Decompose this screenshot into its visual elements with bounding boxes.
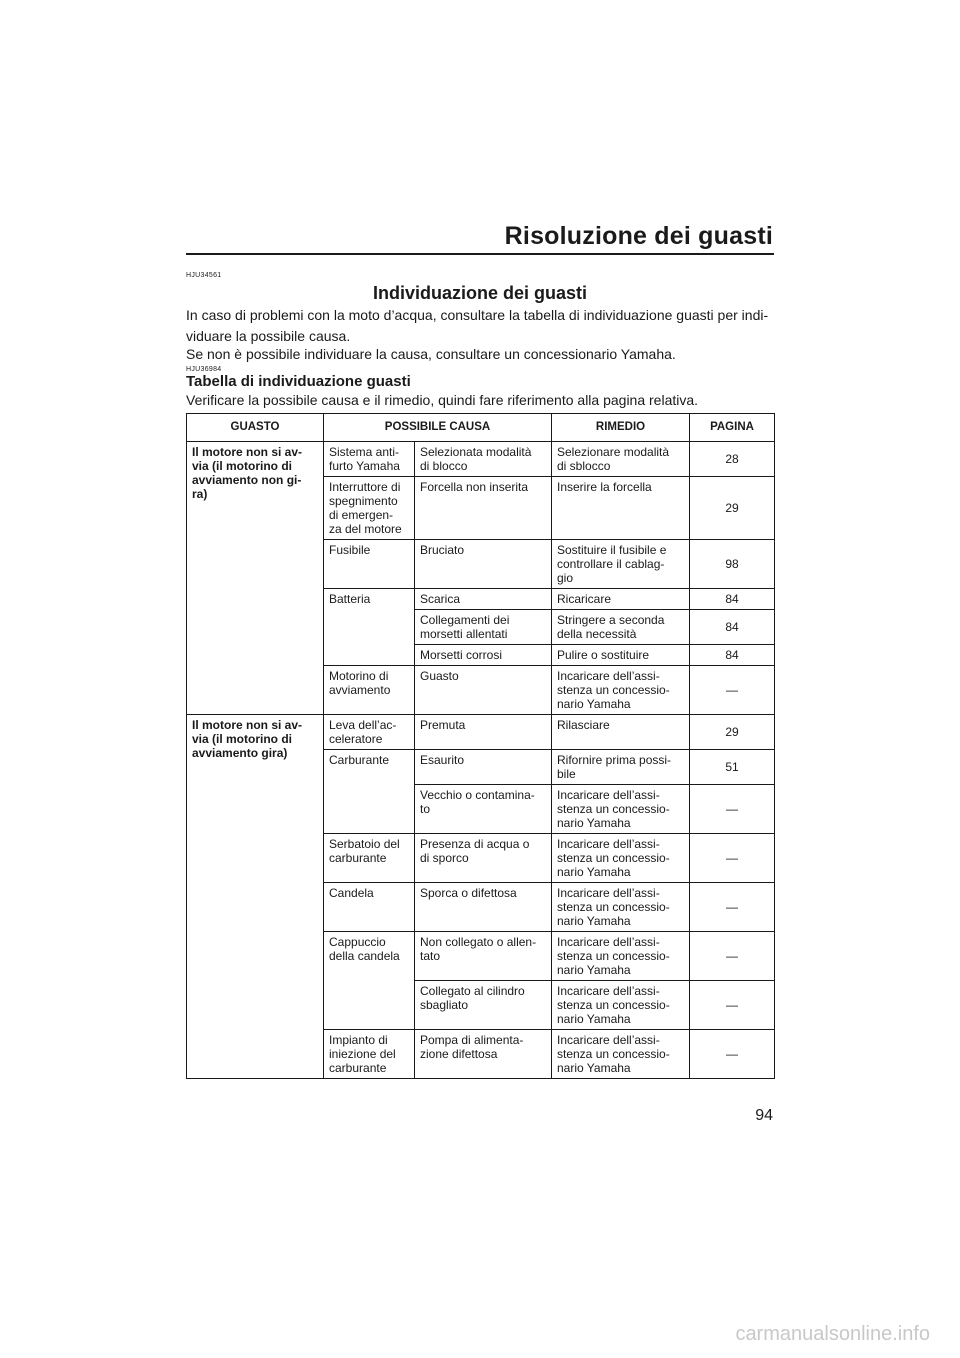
cause-cell [415,540,552,589]
page-cell [690,610,775,645]
remedy-text: Inserire la forcella [557,480,652,494]
component-cell [324,715,415,750]
cause-text: Pompa di alimenta- zione difettosa [420,1033,524,1061]
header-fault: GUASTO [187,414,324,442]
page-text: 98 [725,557,739,571]
remedy-cell [552,442,690,477]
cause-cell [415,477,552,540]
header-remedy: RIMEDIO [552,414,690,442]
page-text: — [726,851,738,865]
component-cell [324,883,415,932]
remedy-text: Incaricare dell’assi- stenza un concessio- nario Yamaha [557,837,670,879]
table-row [187,715,775,750]
component-cell [324,834,415,883]
remedy-cell [552,834,690,883]
section-paragraph-1: In caso di problemi con la moto d’acqua, consultare la tabella di individuazione guasti per indi-viduare la possibile causa. [186,307,769,344]
cause-text: Morsetti corrosi [420,648,503,662]
cause-text: Bruciato [420,543,465,557]
remedy-cell [552,610,690,645]
cause-cell [415,715,552,750]
subsection-code: HJU36984 [186,366,222,373]
page-cell [690,1030,775,1079]
remedy-cell [552,981,690,1030]
cause-cell [415,610,552,645]
page-cell [690,883,775,932]
remedy-text: Incaricare dell’assi- stenza un concessio- nario Yamaha [557,669,670,711]
cause-cell [415,645,552,666]
page-cell [690,715,775,750]
remedy-text: Ricaricare [557,592,612,606]
component-text: Motorino di avviamento [329,669,391,697]
cause-text: Premuta [420,718,466,732]
remedy-text: Incaricare dell’assi- stenza un concessio- nario Yamaha [557,935,670,977]
component-cell [324,540,415,589]
remedy-cell [552,750,690,785]
page-number: 94 [755,1107,773,1124]
subsection-intro: Verificare la possibile causa e il rimedio, quindi fare riferimento alla pagina relativa. [186,392,699,408]
cause-cell [415,883,552,932]
page-header-title: Risoluzione dei guasti [504,222,773,250]
remedy-cell [552,1030,690,1079]
subsection-title: Tabella di individuazione guasti [186,373,411,390]
page-cell [690,932,775,981]
page-text: 29 [725,501,739,515]
cause-cell [415,1030,552,1079]
fault-text: Il motore non si av- via (il motorino di avviamento gira) [192,718,303,760]
page-cell [690,589,775,610]
remedy-cell [552,589,690,610]
page-text: — [726,683,738,697]
remedy-text: Rifornire prima possi- bile [557,753,672,781]
remedy-text: Rilasciare [557,718,610,732]
page-text: — [726,1047,738,1061]
cause-text: Presenza di acqua o di sporco [420,837,530,865]
watermark: carmanualsonline.info [735,1323,930,1345]
component-cell [324,932,415,1030]
section-code: HJU34561 [186,272,222,279]
cause-cell [415,932,552,981]
remedy-cell [552,785,690,834]
remedy-cell [552,645,690,666]
section-paragraph-2: Se non è possibile individuare la causa, consultare un concessionario Yamaha. [186,346,676,362]
cause-text: Non collegato o allen- tato [420,935,537,963]
cause-cell [415,666,552,715]
page-text: — [726,998,738,1012]
component-text: Cappuccio della candela [329,935,400,963]
cause-cell [415,981,552,1030]
page-text: 28 [725,452,739,466]
remedy-cell [552,540,690,589]
page-text: 29 [725,725,739,739]
page-cell [690,442,775,477]
page-text: 51 [725,760,739,774]
table-row [187,442,775,477]
table-header-row [187,414,775,442]
cause-text: Selezionata modalità di blocco [420,445,532,473]
page-cell [690,981,775,1030]
page-cell [690,785,775,834]
component-text: Fusibile [329,543,371,557]
section-title: Individuazione dei guasti [372,283,588,303]
cause-text: Collegamenti dei morsetti allentati [420,613,510,641]
remedy-cell [552,477,690,540]
fault-cell [187,715,324,1079]
page-cell [690,666,775,715]
page-text: 84 [725,620,739,634]
cause-cell [415,785,552,834]
remedy-text: Incaricare dell’assi- stenza un concessio- nario Yamaha [557,886,670,928]
remedy-text: Selezionare modalità di sblocco [557,445,670,473]
component-cell [324,589,415,666]
remedy-text: Incaricare dell’assi- stenza un concessio- nario Yamaha [557,788,670,830]
cause-text: Forcella non inserita [420,480,529,494]
troubleshooting-table [186,413,775,1079]
component-text: Leva dell’ac- celeratore [329,718,397,746]
cause-cell [415,442,552,477]
cause-text: Scarica [420,592,461,606]
cause-text: Guasto [420,669,459,683]
component-text: Candela [329,886,374,900]
page-cell [690,645,775,666]
cause-text: Collegato al cilindro sbagliato [420,984,525,1012]
cause-text: Esaurito [420,753,465,767]
page-cell [690,540,775,589]
cause-cell [415,750,552,785]
component-cell [324,477,415,540]
component-text: Serbatoio del carburante [329,837,400,865]
cause-text: Sporca o difettosa [420,886,517,900]
component-text: Sistema anti- furto Yamaha [329,445,400,473]
remedy-text: Sostituire il fusibile e controllare il cablag- gio [557,543,667,585]
remedy-cell [552,715,690,750]
page-text: — [726,900,738,914]
remedy-cell [552,932,690,981]
cause-cell [415,589,552,610]
component-cell [324,750,415,834]
header-divider [186,253,774,255]
cause-cell [415,834,552,883]
remedy-text: Incaricare dell’assi- stenza un concessio- nario Yamaha [557,984,670,1026]
page-cell [690,834,775,883]
page-cell [690,477,775,540]
page-text: — [726,802,738,816]
table-body [187,442,775,1079]
remedy-text: Incaricare dell’assi- stenza un concessio- nario Yamaha [557,1033,670,1075]
component-cell [324,666,415,715]
page-text: — [726,949,738,963]
page-cell [690,750,775,785]
component-text: Batteria [329,592,371,606]
component-cell [324,442,415,477]
header-cause: POSSIBILE CAUSA [324,414,552,442]
component-text: Impianto di iniezione del carburante [329,1033,396,1075]
component-cell [324,1030,415,1079]
fault-text: Il motore non si av- via (il motorino di avviamento non gi- ra) [192,445,303,501]
page-text: 84 [725,592,739,606]
fault-cell [187,442,324,715]
remedy-text: Pulire o sostituire [557,648,650,662]
remedy-cell [552,883,690,932]
component-text: Carburante [329,753,390,767]
cause-text: Vecchio o contamina- to [420,788,535,816]
component-text: Interruttore di spegnimento di emergen- za del motore [329,480,402,536]
header-page: PAGINA [690,414,775,442]
remedy-text: Stringere a seconda della necessità [557,613,665,641]
page-text: 84 [725,648,739,662]
remedy-cell [552,666,690,715]
